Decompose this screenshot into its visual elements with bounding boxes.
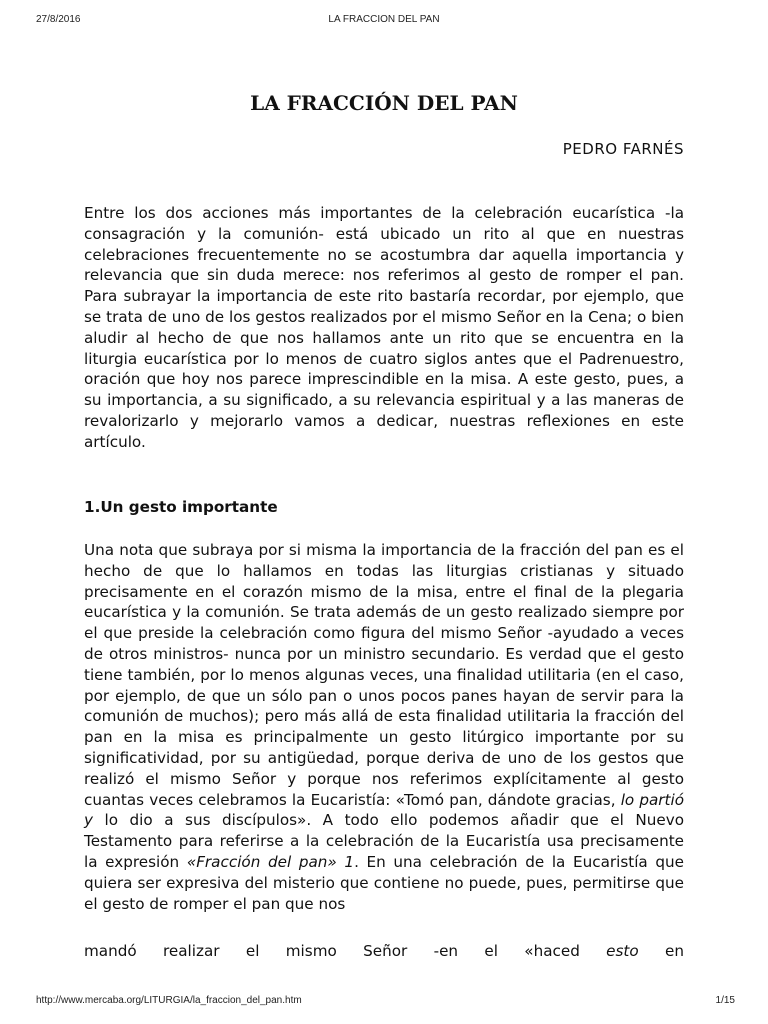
word: en xyxy=(665,942,684,960)
paragraph-text: lo dio a sus discípulos». A todo ello podemos añadir que el Nuevo Testamento para referirse a la celebración de la Eucaristía usa precisamente la expresión xyxy=(84,811,684,871)
word: «haced xyxy=(524,942,580,960)
paragraph-text: . En una celebración de la Eucaristía que quiera ser expresiva del misterio que contiene no puede, pues, permitirse que el gesto de romper el pan que nos xyxy=(84,852,684,913)
print-header-title: LA FRACCION DEL PAN xyxy=(328,14,440,25)
intro-paragraph: Entre los dos acciones más importantes de la celebración eucarística -la consagración y la comunión- está ubicado un rito al que en nuestras celebraciones frecuentemente no se acostumbra dar aquella importancia y relevancia que sin duda merece: nos referimos al gesto de romper el pan. Para subrayar la importancia de este rito bastaría recordar, por ejemplo, que se trata de uno de los gestos realizados por el mismo Señor en la Cena; o bien aludir al hecho de que nos hallamos ante un rito que se encuentra en la liturgia eucarística por lo menos de cuatro siglos antes que el Padrenuestro, oración que hoy nos parece imprescindible en la misa. A este gesto, pues, a su importancia, a su significado, a su relevancia espiritual y a las maneras de revalorizarlo y mejorarlo vamos a dedicar, nuestras reflexiones en este artículo. xyxy=(84,204,684,451)
paragraph-text: Una nota que subraya por si misma la importancia de la fracción del pan es el hecho de que lo hallamos en todas las liturgias cristianas y situado precisamente en el corazón mismo de la misa, entre el final de la plegaria eucarística y la comunión. Se trata además de un gesto realizado siempre por el que preside la celebración como figura del mismo Señor -ayudado a veces de otros ministros- nunca por un ministro secundario. Es verdad que el gesto tiene también, por lo menos algunas veces, una finalidad utilitaria (en el caso, por ejemplo, de que un sólo pan o unos pocos panes hayan de servir para la comunión de muchos); pero más allá de esta finalidad utilitaria la fracción del pan en la misa es principalmente un gesto litúrgico importante por su significatividad, por su antigüedad, porque deriva de uno de los gestos que realizó el mismo Señor y porque nos referimos explícitamente al gesto cuantas veces celebramos la Eucaristía: «Tomó pan, dándote gracias, xyxy=(84,541,684,809)
italic-expression: «Fracción del pan» 1 xyxy=(186,852,355,871)
word-italic: esto xyxy=(606,942,639,960)
paragraph-last-line xyxy=(84,941,684,962)
section-paragraph xyxy=(84,540,684,914)
word: el xyxy=(484,942,498,960)
word: Señor xyxy=(363,942,408,960)
word: realizar xyxy=(163,942,220,960)
section-heading: 1.Un gesto importante xyxy=(84,498,278,516)
print-date: 27/8/2016 xyxy=(36,14,81,25)
word: mismo xyxy=(285,942,337,960)
page-number: 1/15 xyxy=(715,995,735,1006)
word: -en xyxy=(433,942,459,960)
document-title: LA FRACCIÓN DEL PAN xyxy=(250,91,518,115)
word: el xyxy=(245,942,260,960)
italic-quote: lo partió y xyxy=(84,790,685,830)
print-url: http://www.mercaba.org/LITURGIA/la_fraccion_del_pan.htm xyxy=(36,995,302,1006)
word: mandó xyxy=(84,942,137,960)
author-name: PEDRO FARNÉS xyxy=(562,140,684,158)
